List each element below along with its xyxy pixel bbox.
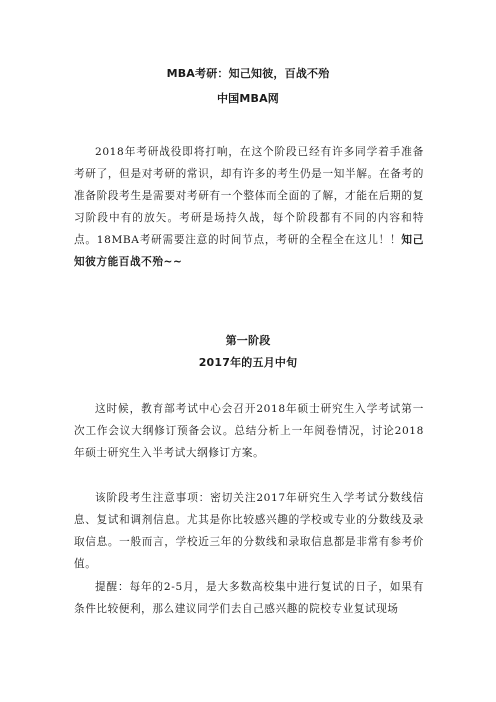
section-paragraph: 提醒：每年的2-5月，是大多数高校集中进行复试的日子，如果有条件比较便利，那么建议同学们去自己感兴趣的院校专业复试现场 [74,581,424,615]
intro-emphasis: 知己知彼方能百战不殆~~ [74,234,424,268]
intro-text: 2018年考研战役即将打响，在这个阶段已经有许多同学着手准备考研了，但是对考研的常识，却有许多的考生仍是一知半解。在备考的准备阶段考生是需要对考研有一个整体而全面的了解，才能在后期的复习阶段中有的放矢。考研是场持久战，每个阶段都有不同的内容和特点。18MBA考研需要注意的时间节点，考研的全程全在这儿！！ [74,146,424,246]
section-paragraph: 该阶段考生注意事项：密切关注2017年研究生入学考试分数线信息、复试和调剂信息。尤其是你比较感兴趣的学校或专业的分数线及录取信息。一般而言，学校近三年的分数线和录取信息都是非常有参考价值。 [74,492,424,570]
document-title: MBA考研：知己知彼，百战不殆 [166,67,330,80]
section-heading: 第一阶段 [225,334,271,347]
document-source: 中国MBA网 [216,92,280,105]
section-paragraph: 这时候，教育部考试中心会召开2018年硕士研究生入学考试第一次工作会议大纲修订预备会议。总结分析上一年阅卷情况，讨论2018年硕士研究生入半考试大纲修订方案。 [74,403,424,459]
section-subheading: 2017年的五月中旬 [198,356,298,369]
intro-paragraph [74,141,424,273]
